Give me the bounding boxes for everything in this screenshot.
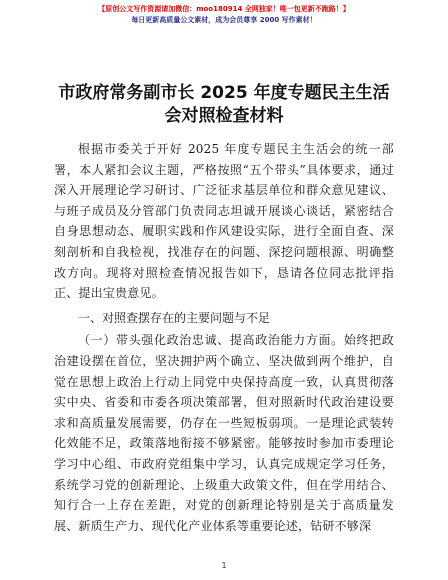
subsection-lead: （一）带头强化政治忠诚、提高政治能力方面。 [78, 333, 344, 348]
banner-line-1: 【原创公文写作资源请加微信：moo180914 全网独家！唯一包更新不跑路！】 [98, 5, 350, 13]
section-heading: 一、对照查摆存在的主要问题与不足 [78, 310, 271, 325]
page-number: 1 [221, 561, 227, 570]
document-body [54, 82, 394, 536]
banner-line-2: 每日更新高质量公文素材，成为会员尊享 2000 写作素材！ [131, 16, 317, 24]
intro-paragraph: 根据市委关于开好 2025 年度专题民主生活会的统一部署，本人紧扣会议主题，严格按照“五个带头”具体要求，通过深入开展理论学习研讨、广泛征求基层单位和群众意见建议、与班子成员及分管部门负责同志坦诚开展谈心谈话，紧密结合自身思想动态、履职实践和作风建设实际，进行全面自查、深刻剖析和自我检视，找准存在的问题、深挖问题根源、明确整改方向。现将对照检查情况报告如下，恳请各位同志批评指正、提出宝贵意见。 [54, 142, 394, 301]
document-title: 市政府常务副市长 2025 年度专题民主生活会对照检查材料 [58, 83, 390, 126]
subsection-body: 始终把政治建设摆在首位，坚决拥护两个确立、坚决做到两个维护，自觉在思想上政治上行动上同党中央保持高度一致，认真贯彻落实中央、省委和市委各项决策部署，但对照新时代政治建设要求和高质量发展需要，仍存在一些短板弱项。一是理论武装转化效能不足，政策落地衔接不够紧密。能够按时参加市委理论学习中心组、市政府党组集中学习，认真完成规定学习任务，系统学习党的创新理论、上级重大政策文件，但在学用结合、知行合一上存在差距，对党的创新理论特别是关于高质量发展、新质生产力、现代化产业体系等重要论述，钻研不够深 [54, 333, 395, 533]
watermark-banner [40, 4, 408, 26]
subsection-paragraph [54, 330, 394, 536]
